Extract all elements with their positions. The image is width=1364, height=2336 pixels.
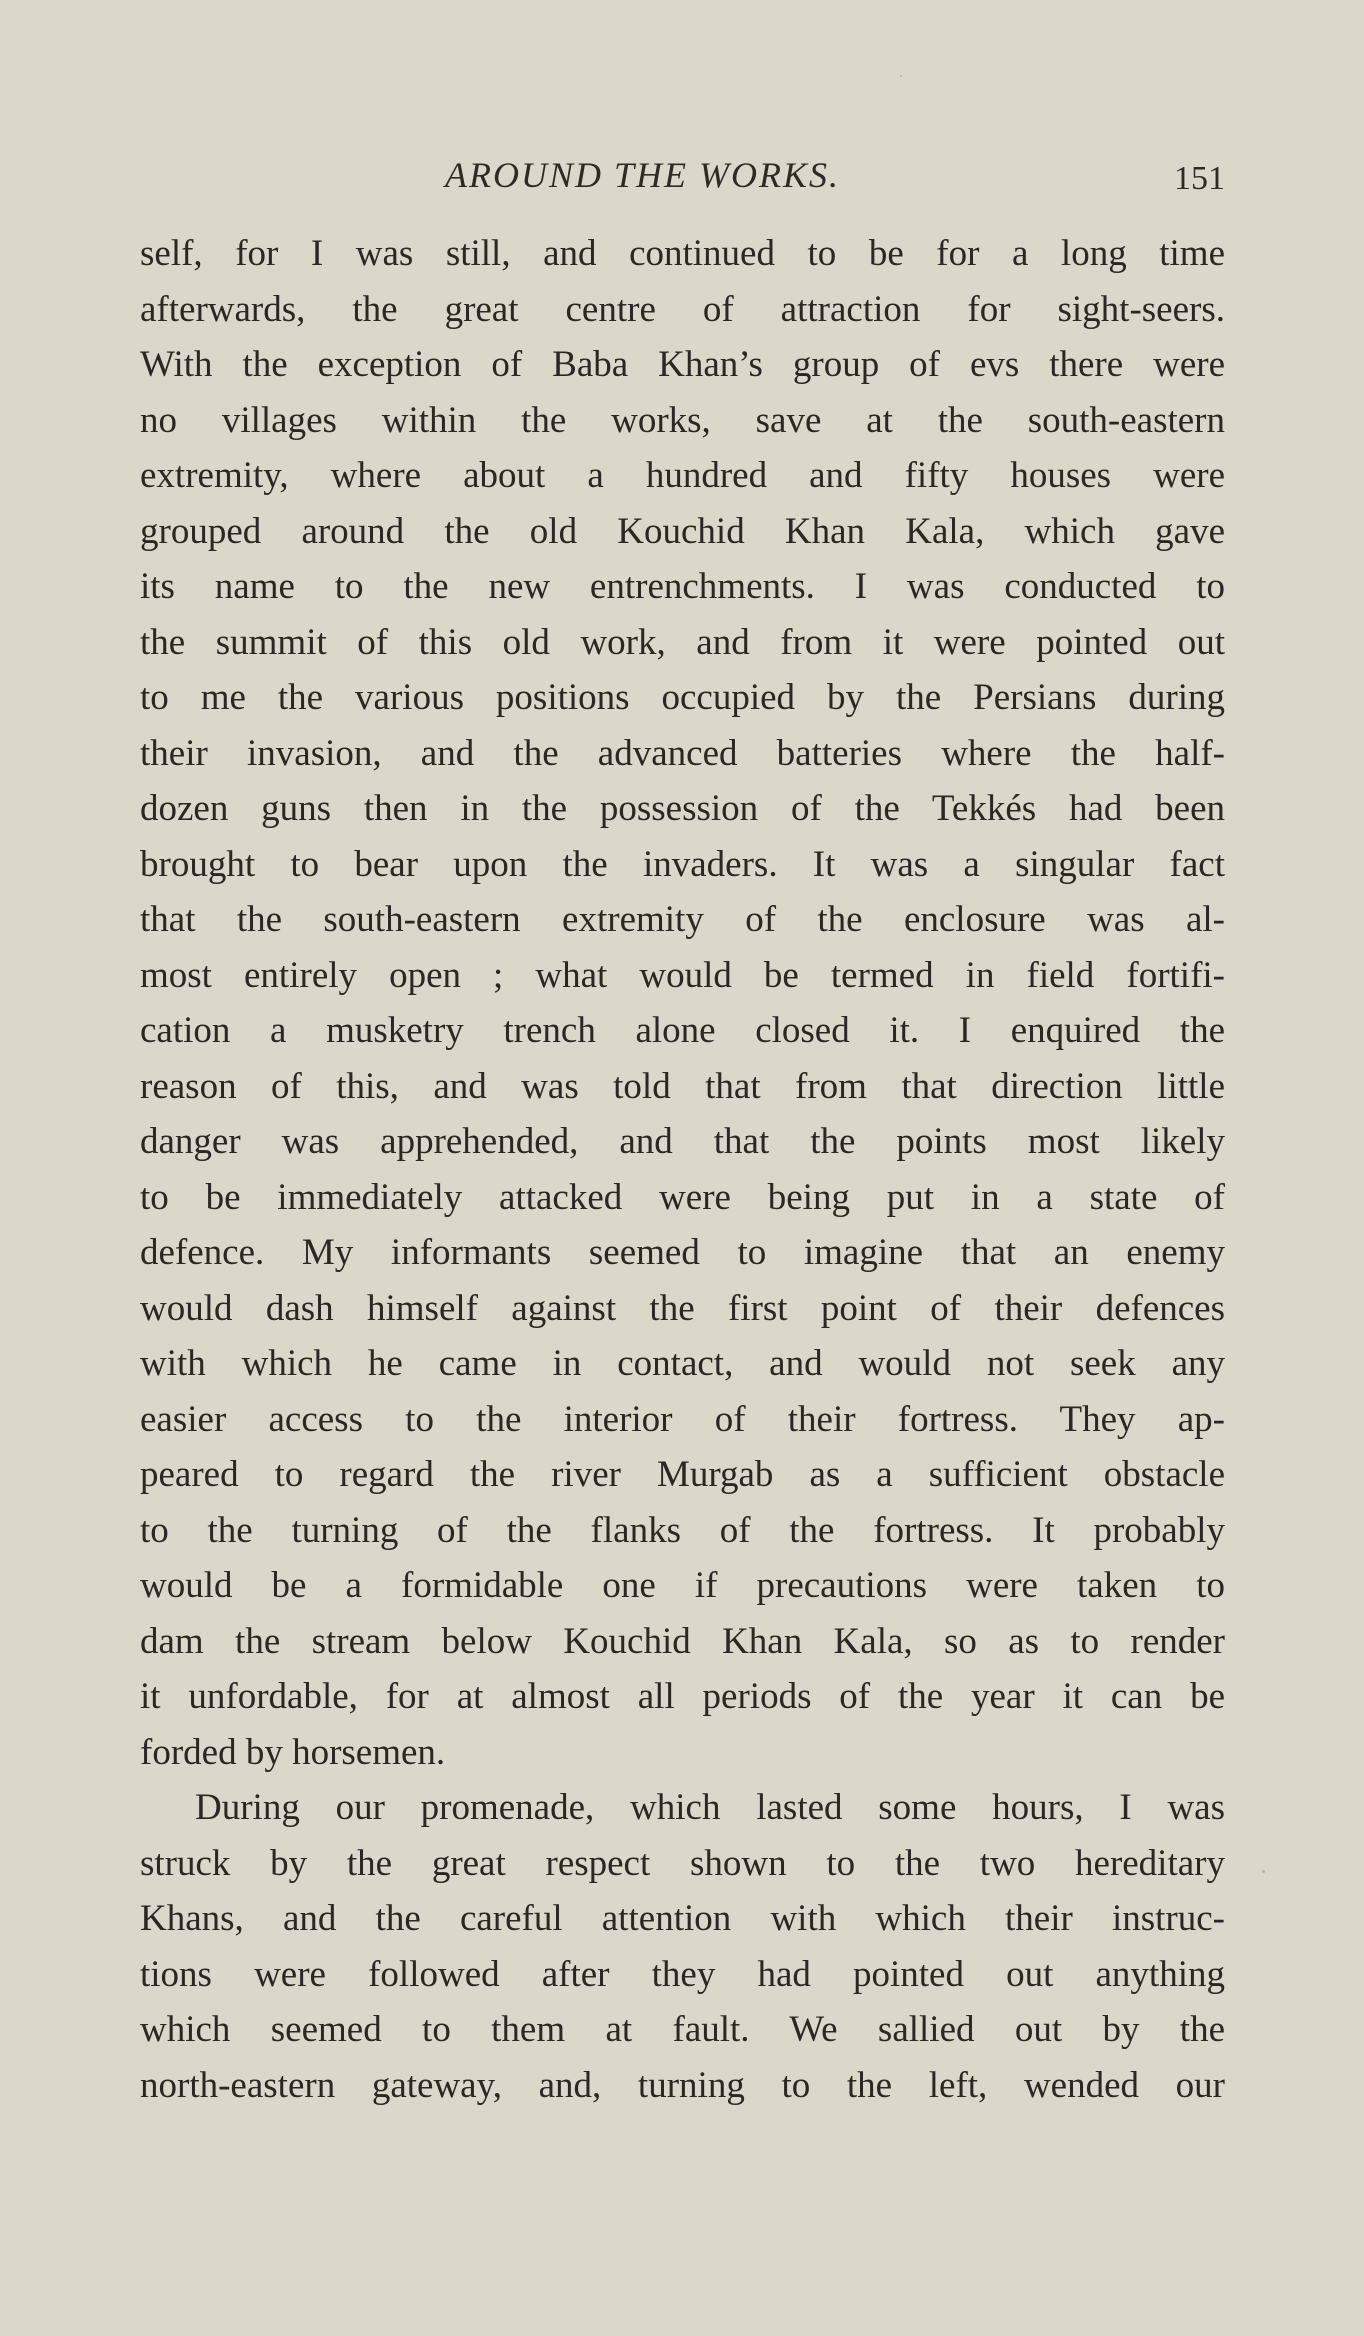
text-line: the summit of this old work, and from it were pointed out xyxy=(140,621,1225,663)
text-line: forded by horsemen. xyxy=(140,1731,446,1773)
text-line: dozen guns then in the possession of the Tekkés had been xyxy=(140,788,1225,829)
paragraph-1 xyxy=(140,226,1225,1780)
text-line: reason of this, and was told that from that direction little xyxy=(140,1065,1225,1107)
page-number: 151 xyxy=(1174,160,1225,197)
text-line: grouped around the old Kouchid Khan Kala, which gave xyxy=(140,510,1225,552)
running-title: AROUND THE WORKS. xyxy=(445,155,840,195)
text-line: With the exception of Baba Khan’s group of evs there were xyxy=(140,344,1225,385)
text-line: to be immediately attacked were being put in a state of xyxy=(140,1176,1225,1218)
text-line: would be a formidable one if precautions were taken to xyxy=(140,1565,1225,1606)
text-line: peared to regard the river Murgab as a sufficient obstacle xyxy=(140,1454,1225,1495)
text-line: tions were followed after they had pointed out anything xyxy=(140,1953,1225,1995)
running-head xyxy=(140,150,1225,200)
text-line: Khans, and the careful attention with which their instruc- xyxy=(140,1898,1225,1939)
text-line: that the south-eastern extremity of the enclosure was al- xyxy=(140,899,1225,940)
text-line: brought to bear upon the invaders. It was a singular fact xyxy=(140,843,1225,885)
text-line: no villages within the works, save at the south-eastern xyxy=(140,399,1225,441)
text-line: extremity, where about a hundred and fifty houses were xyxy=(140,455,1225,496)
text-line: defence. My informants seemed to imagine that an enemy xyxy=(140,1232,1225,1273)
text-line: to the turning of the flanks of the fortress. It probably xyxy=(140,1509,1225,1551)
text-line: afterwards, the great centre of attraction for sight-seers. xyxy=(140,288,1225,330)
text-line: most entirely open ; what would be termed in field fortifi- xyxy=(140,954,1225,996)
text-line: struck by the great respect shown to the two hereditary xyxy=(140,1842,1225,1884)
body-text xyxy=(140,226,1225,2113)
text-line: their invasion, and the advanced batteries where the half- xyxy=(140,732,1225,774)
text-line: which seemed to them at fault. We sallied out by the xyxy=(140,2009,1225,2050)
text-line: self, for I was still, and continued to be for a long time xyxy=(140,233,1225,274)
text-line: During our promenade, which lasted some hours, I was xyxy=(195,1787,1225,1828)
text-line: its name to the new entrenchments. I was conducted to xyxy=(140,566,1225,607)
text-line: north-eastern gateway, and, turning to the left, wended our xyxy=(140,2064,1225,2106)
text-line: dam the stream below Kouchid Khan Kala, so as to render xyxy=(140,1620,1225,1662)
paper-speck xyxy=(900,75,902,77)
text-line: danger was apprehended, and that the points most likely xyxy=(140,1121,1225,1162)
paragraph-2 xyxy=(140,1780,1225,2113)
paper-speck xyxy=(1262,1870,1265,1873)
text-line: would dash himself against the first point of their defences xyxy=(140,1287,1225,1329)
text-line: easier access to the interior of their fortress. They ap- xyxy=(140,1398,1225,1440)
text-line: it unfordable, for at almost all periods of the year it can be xyxy=(140,1676,1225,1717)
text-line: cation a musketry trench alone closed it. I enquired the xyxy=(140,1010,1225,1051)
text-line: to me the various positions occupied by the Persians during xyxy=(140,677,1225,718)
text-line: with which he came in contact, and would not seek any xyxy=(140,1343,1225,1384)
